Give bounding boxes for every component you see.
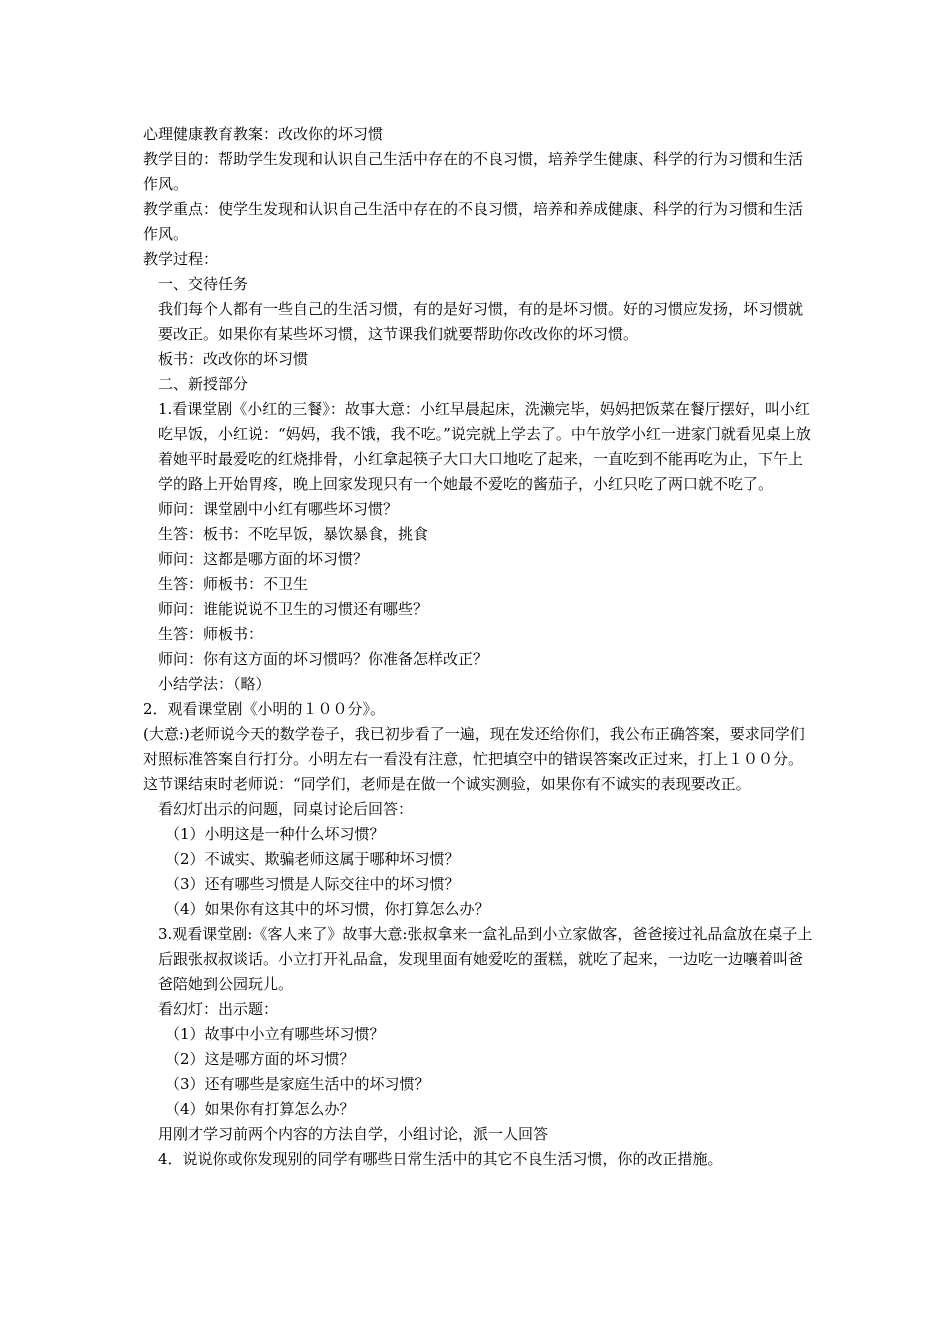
item4-text: 4．说说你或你发现别的同学有哪些日常生活中的其它不良生活习惯，你的改正措施。 bbox=[158, 1150, 723, 1168]
dialogue-line: 师问：你有这方面的坏习惯吗？你准备怎样改正？ bbox=[158, 650, 489, 668]
dialogue-line: 生答：师板书：不卫生 bbox=[158, 575, 309, 593]
question-item: （3）还有哪些是家庭生活中的坏习惯？ bbox=[165, 1075, 430, 1093]
item1-story: 1.看课堂剧《小红的三餐》：故事大意：小红早晨起床，洗濑完毕，妈妈把饭菜在餐厅摆好，叫小红吃早饭，小红说：“妈妈，我不饿，我不吃。”说完就上学去了。中午放学小红一进家门就看见桌上放着她平时最爱吃的红烧排骨，小红拿起筷子大口大口地吃了起来，一直吃到不能再吃为止，下午上学的路上开始胃疼，晚上回家发现只有一个她最不爱吃的酱茄子，小红只吃了两口就不吃了。 bbox=[158, 400, 811, 493]
question-item: （2）这是哪方面的坏习惯？ bbox=[165, 1050, 355, 1068]
dialogue-line: 师问：这都是哪方面的坏习惯？ bbox=[158, 550, 369, 568]
item2-prompt: 看幻灯出示的问题，同桌讨论后回答： bbox=[158, 800, 414, 818]
section1-heading: 一、交待任务 bbox=[158, 275, 249, 293]
dialogue-line: 师问：课堂剧中小红有哪些坏习惯？ bbox=[158, 500, 399, 518]
question-item: （4）如果你有打算怎么办？ bbox=[165, 1100, 355, 1118]
dialogue-line: 小结学法：（略） bbox=[158, 675, 271, 693]
item2-story: (大意:)老师说今天的数学卷子，我已初步看了一遍，现在发还给你们，我公布正确答案，要求同学们对照标准答案自行打分。小明左右一看没有注意，忙把填空中的错误答案改正过来，打上１００分。这节课结束时老师说：“同学们，老师是在做一个诚实测验，如果你有不诚实的表现要改正。 bbox=[143, 725, 805, 793]
item2-heading: 2．观看课堂剧《小明的１００分》。 bbox=[143, 700, 386, 718]
question-item: （2）不诚实、欺骗老师这属于哪种坏习惯？ bbox=[165, 850, 460, 868]
dialogue-line: 师问：谁能说说不卫生的习惯还有哪些？ bbox=[158, 600, 429, 618]
section2-heading: 二、新授部分 bbox=[158, 375, 249, 393]
section1-board: 板书：改改你的坏习惯 bbox=[158, 350, 309, 368]
document-title: 心理健康教育教案：改改你的坏习惯 bbox=[143, 125, 384, 143]
process-label: 教学过程： bbox=[143, 250, 219, 268]
item3-story: 3.观看课堂剧:《客人来了》故事大意:张叔拿来一盒礼品到小立家做客，爸爸接过礼品盒放在桌子上后跟张叔叔谈话。小立打开礼品盒，发现里面有她爱吃的蛋糕，就吃了起来，一边吃一边嚷着叫爸爸陪她到公园玩儿。 bbox=[158, 925, 813, 993]
dialogue-line: 生答：师板书： bbox=[158, 625, 264, 643]
question-item: （4）如果你有这其中的坏习惯，你打算怎么办？ bbox=[165, 900, 490, 918]
section1-paragraph: 我们每个人都有一些自己的生活习惯，有的是好习惯，有的是坏习惯。好的习惯应发扬，坏习惯就要改正。如果你有某些坏习惯，这节课我们就要帮助你改改你的坏习惯。 bbox=[158, 300, 804, 343]
question-item: （1）小明这是一种什么坏习惯？ bbox=[165, 825, 385, 843]
teaching-goal: 教学目的：帮助学生发现和认识自己生活中存在的不良习惯，培养学生健康、科学的行为习惯和生活作风。 bbox=[143, 150, 804, 193]
teaching-focus: 教学重点：使学生发现和认识自己生活中存在的不良习惯，培养和养成健康、科学的行为习惯和生活作风。 bbox=[143, 200, 804, 243]
question-item: （1）故事中小立有哪些坏习惯？ bbox=[165, 1025, 385, 1043]
item3-prompt: 看幻灯：出示题： bbox=[158, 1000, 279, 1018]
document-page bbox=[143, 122, 815, 1172]
question-item: （3）还有哪些习惯是人际交往中的坏习惯？ bbox=[165, 875, 460, 893]
item3-method: 用刚才学习前两个内容的方法自学，小组讨论，派一人回答 bbox=[158, 1125, 549, 1143]
dialogue-line: 生答：板书：不吃早饭，暴饮暴食，挑食 bbox=[158, 525, 429, 543]
